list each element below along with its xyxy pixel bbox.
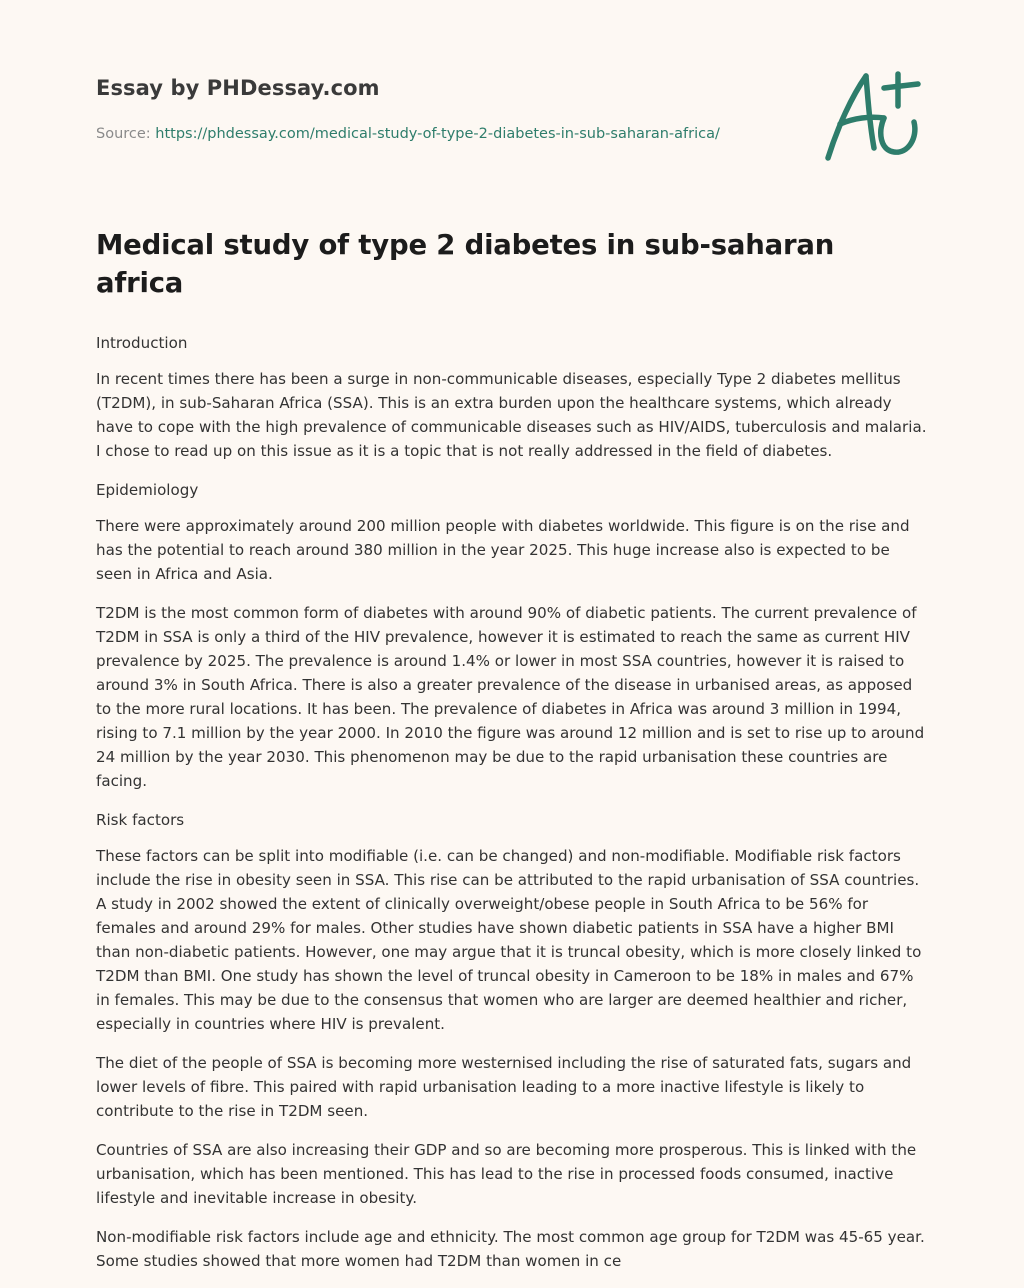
paragraph: There were approximately around 200 million people with diabetes worldwide. This figure is on the rise and has the potential to reach around 380 million in the year 2025. This huge increase also is expected to be seen in Africa and Asia. xyxy=(96,517,910,583)
source-link[interactable]: https://phdessay.com/medical-study-of-type-2-diabetes-in-sub-saharan-africa/ xyxy=(155,126,720,142)
site-brand: Essay by PHDessay.com xyxy=(96,76,380,100)
paragraph: Non-modifiable risk factors include age and ethnicity. The most common age group for T2DM was 45-65 year. Some studies showed that more women had T2DM than women in ce xyxy=(96,1228,925,1270)
paragraph: These factors can be split into modifiable (i.e. can be changed) and non-modifiable. Modifiable risk factors include the rise in obesity seen in SSA. This rise can be attributed to the rapid urbanisation of SSA countries. A study in 2002 showed the extent of clinically overweight/obese people in South Africa to be 56% for females and around 29% for males. Other studies have shown diabetic patients in SSA have a higher BMI than non-diabetic patients. However, one may argue that it is truncal obesity, which is more closely linked to T2DM than BMI. One study has shown the level of truncal obesity in Cameroon to be 18% in males and 67% in females. This may be due to the consensus that women who are larger are deemed healthier and richer, especially in countries where HIV is prevalent. xyxy=(96,847,922,1033)
a-plus-logo-icon xyxy=(818,66,928,166)
source-label: Source: xyxy=(96,126,151,142)
section-heading: Risk factors xyxy=(96,811,185,829)
paragraph: The diet of the people of SSA is becoming more westernised including the rise of saturated fats, sugars and lower levels of fibre. This paired with rapid urbanisation leading to a more inactive lifestyle is likely to contribute to the rise in T2DM seen. xyxy=(96,1054,912,1120)
source-line xyxy=(96,126,796,142)
article xyxy=(96,226,930,1288)
section-heading: Introduction xyxy=(96,334,188,352)
paragraph: Countries of SSA are also increasing their GDP and so are becoming more prosperous. This is linked with the urbanisation, which has been mentioned. This has lead to the rise in processed foods consumed, inactive lifestyle and inevitable increase in obesity. xyxy=(96,1141,917,1207)
section-heading: Epidemiology xyxy=(96,481,199,499)
page-header xyxy=(96,76,796,142)
article-body xyxy=(96,331,930,1273)
paragraph: T2DM is the most common form of diabetes with around 90% of diabetic patients. The current prevalence of T2DM in SSA is only a third of the HIV prevalence, however it is estimated to reach the same as current HIV prevalence by 2025. The prevalence is around 1.4% or lower in most SSA countries, however it is raised to around 3% in South Africa. There is also a greater prevalence of the disease in urbanised areas, as apposed to the more rural locations. It has been. The prevalence of diabetes in Africa was around 3 million in 1994, rising to 7.1 million by the year 2000. In 2010 the figure was around 12 million and is set to rise up to around 24 million by the year 2030. This phenomenon may be due to the rapid urbanisation these countries are facing. xyxy=(96,604,925,790)
paragraph: In recent times there has been a surge in non-communicable diseases, especially Type 2 diabetes mellitus (T2DM), in sub-Saharan Africa (SSA). This is an extra burden upon the healthcare systems, which already have to cope with the high prevalence of communicable diseases such as HIV/AIDS, tuberculosis and malaria. I chose to read up on this issue as it is a topic that is not really addressed in the field of diabetes. xyxy=(96,370,927,460)
article-title: Medical study of type 2 diabetes in sub-saharan africa xyxy=(96,229,835,299)
